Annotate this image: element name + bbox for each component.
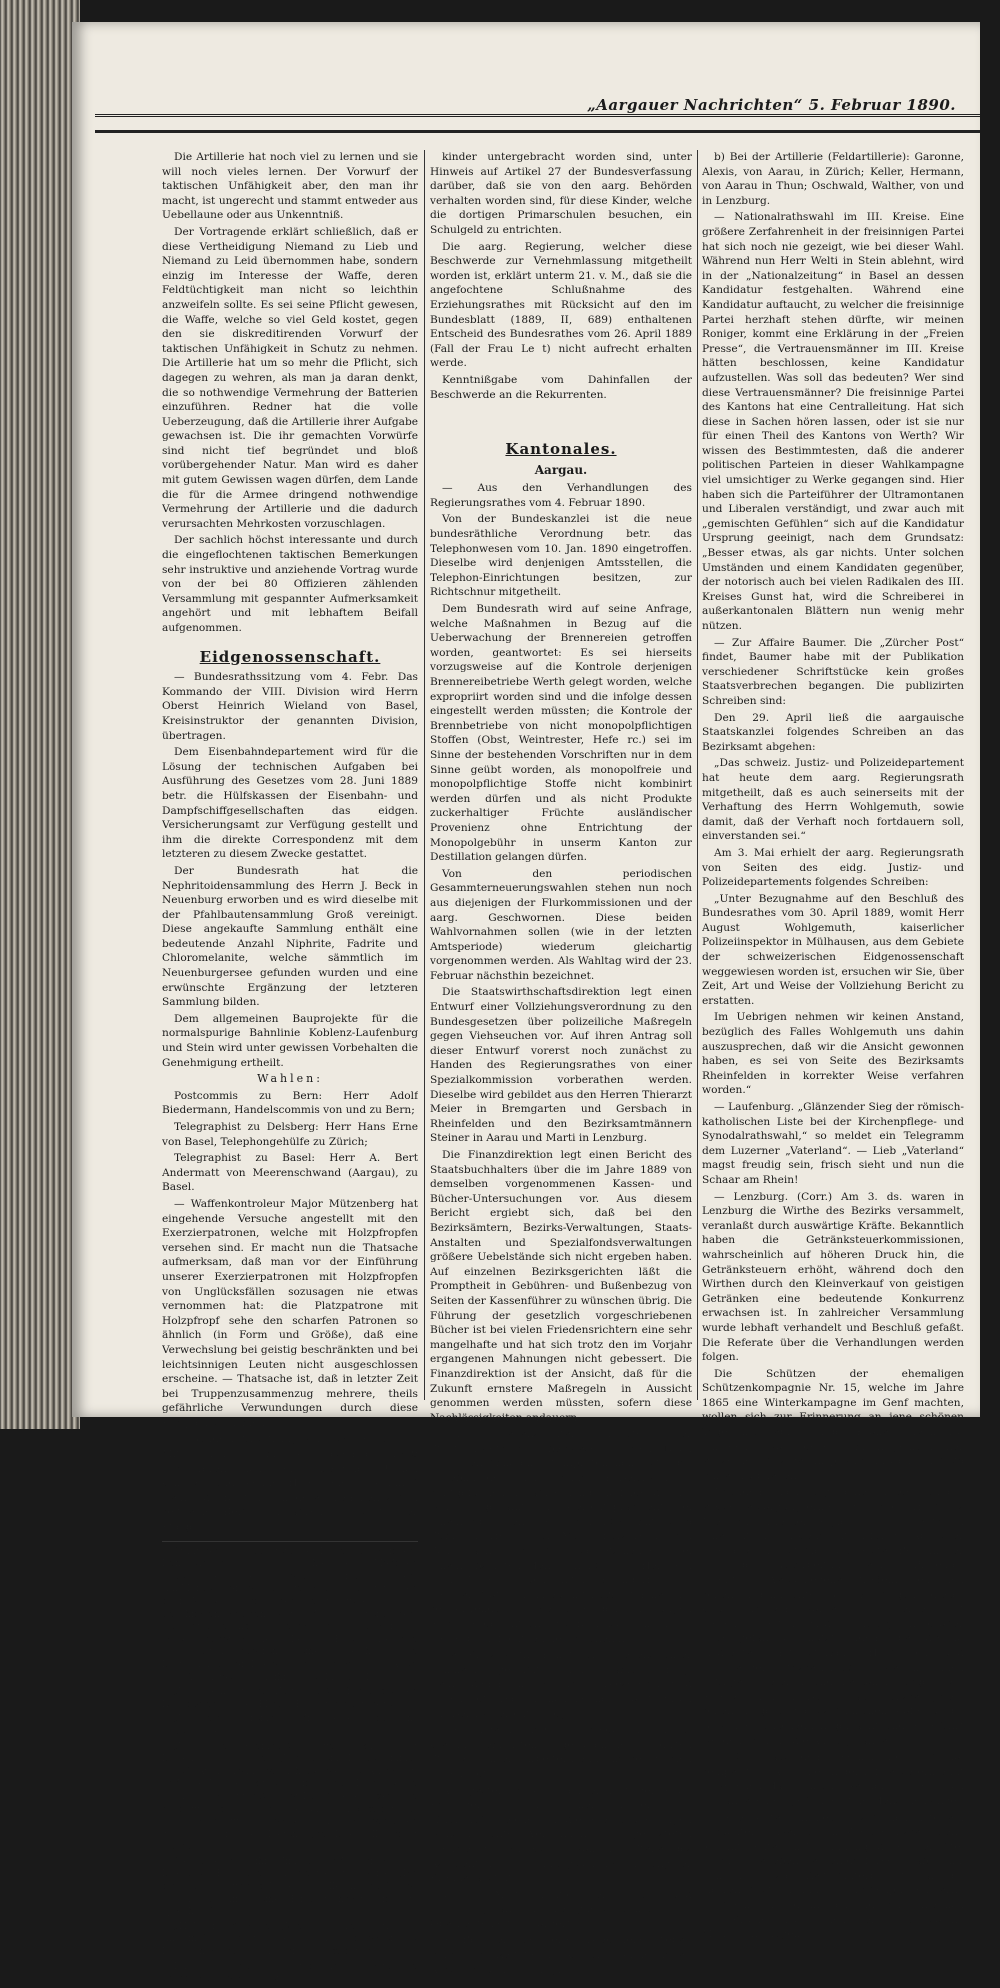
masthead-title: „Aargauer Nachrichten“ 5. Februar 1890. — [581, 96, 962, 114]
paragraph: Der Vortragende erklärt schließlich, daß er diese Vertheidigung Niemand zu Lieb und Niemand zu Leid übernommen habe, sondern einzig im Interesse der Waffe, deren Feldtüchtigkeit man nicht so leichthin anzweifeln sollte. Es sei seine Pflicht gewesen, die Waffe, welche so viel Geld kostet, gegen den sie diskreditirenden Vorwurf der taktischen Unfähigkeit in Schutz zu nehmen. Die Artillerie hat um so mehr die Pflicht, sich dagegen zu wehren, als man ja daran denkt, die so nothwendige Vermehrung der Batterien einzuführen. Redner hat die volle Ueberzeugung, daß die Artillerie ihrer Aufgabe gewachsen ist. Die ihr gemachten Vorwürfe sind nicht tief begründet und bloß vorübergehender Natur. Man wird es daher mit gutem Gewissen wagen dürfen, dem Lande die für die Armee dringend nothwendige Vermehrung der Artillerie und die dadurch verursachten Mehrkosten vorzuschlagen. — [162, 225, 418, 530]
feuilleton-paragraph: „Von einer Fremden, die gestern bei uns angekommen ist.“ — [162, 1713, 418, 1737]
section-heading-kantonales: Kantonales. — [505, 440, 617, 459]
paragraph: Von der Militärdirektion werden auf Grund der eingelangten Fähigkeitszeugnisse zu Oberlieutenants befördert: — [430, 1888, 692, 1930]
paragraph: — Bundesrathssitzung vom 28. Februar. h. Mit Eingabe vom 30. Dezember 1889 beschweren sich Jakob Dätwyler, Ulrich Christen und Samuel Hofer, alle in Sennhof, Gemeinde Brittnau, in deren Familien schon seit einer Reihe von Jahren sog. Kost- oder Pflege- — [162, 1433, 418, 1534]
column-1 — [162, 150, 418, 1988]
paragraph: — Laufenburg. „Glänzender Sieg der römisch-katholischen Liste bei der Kirchenpflege- und Synodalrathswahl,“ so meldet ein Telegramm dem Luzerner „Vaterland“. — Lieb „Vaterland“ magst freudig sein, frisch sieht und nun die Schaar am Rhein! — [702, 1101, 964, 1186]
paragraph: Am 3. Mai erhielt der aarg. Regierungsrath von Seiten des eidg. Justiz- und Polizeidepartements folgendes Schreiben: — [702, 846, 964, 889]
masthead-bottom-rule — [95, 130, 980, 133]
paragraph: Ein Friedensrichter mußte der Staatsanwaltschaft überwiesen werden. Nach den genehmigten Wahlprotokollen ist das Ergebniß der am 26. Januar im Bezirk Aarau stattgefundenen Wahlverhandlung folgendes: Es wurden gewählt, als Gerichtspräsident bei einem absoluten Mehr von 1483 mit 2775 Stimmen Herr Paul Müri, Fürsprech, von Schinznach; als Gerichtsersatzmänner bei einem absoluten Mehr von 1477 Hr. Hermann Gysi, Gr. R. in Buchs mit 2576 und Hr. Hans Läscher, Notar in Aarau mit 2096 Stimmen. Es sei Anwendung zu Aarau bei den Einladungen an's Obergericht und das Bezirksgericht Aarau die resp. Inpflichtnahme vorzunehmen. — [430, 1428, 692, 1645]
paragraph: — Corr. aus dem Seethal. Bonus homo, semper tiro! Auch die an der Influenza erkrankt gewesenen Männlein und Weiblein bleiben noch für längere Zeit gefügige Stille Menschenkinder. — [702, 1751, 964, 1807]
paragraph: Die Finanzdirektion legt einen Bericht des Staatsbuchhalters über die im Jahre 1889 von demselben vorgenommenen Kassen- und Bücher-Untersuchungen vor. Aus diesem Bericht ergiebt sich, daß bei den Bezirksämtern, Bezirks-Verwaltungen, Staats-Anstalten und Spezialfondsverwaltungen größere Uebelstände sich nicht ergeben haben. Auf einzelnen Bezirksgerichten läßt die Promptheit in Gebühren- und Bußenbezug von Seiten der Kassenführer zu wünschen übrig. Die Führung der gesetzlich vorgeschriebenen Bücher ist bei vielen Friedensrichtern eine sehr mangelhafte und hat sich trotz den im Vorjahr ergangenen Mahnungen nicht gebessert. Die Finanzdirektion ist der Ansicht, daß für die Zukunft ernstere Maßregeln in Aussicht genommen werden müssten, sofern diese Nachlässigkeiten andauern. — [430, 1149, 692, 1424]
paragraph: a) Bei der Cavallerie (Dragoner): Weber, Jakob, von Rettstal, in Aarburg; Aufdermauer, Alois, von und in Schwyz. — [430, 1934, 692, 1976]
paragraph: „Unter Bezugnahme auf den Beschluß des Bundesrathes vom 30. April 1889, womit Herr August Wohlgemuth, kaiserlicher Polizeiinspektor in Mülhausen, aus dem Gebiete der schweizerischen Eidgenossenschaft weggewiesen worden ist, ersuchen wir Sie, über Zeit, Art und Weise der Vollziehung Bericht zu erstatten. — [702, 892, 964, 1007]
paragraph: Von den periodischen Gesammterneuerungswahlen stehen nun noch aus diejenigen der Flurkommissionen und der aarg. Geschwornen. Diese beiden Wahlvornahmen sollen (wie in der letzten Amtsperiode) wiederum gleichartig vorgenommen werden. Als Wahltag wird der 23. Februar nächsthin bezeichnet. — [430, 867, 692, 982]
feuilleton-paragraph: Sie eilte auf ihr Zimmer und erbrach das Briefchen. Es enthielt nur die wenigen Worte: „Ich bin hier, in Gustavs Nähe; er solle mir helfen, so komm zu mir. Deine Elise wünscht Dich zu sprechen.“ — [162, 1855, 418, 1918]
paragraph: Dem allgemeinen Bauprojekte für die normalspurige Bahnlinie Koblenz-Laufenburg und Stein wird unter gewissen Vorbehalten die Genehmigung ertheilt. — [162, 1012, 418, 1069]
paragraph: Dem Bundesrath wird auf seine Anfrage, welche Maßnahmen in Bezug auf die Ueberwachung der Brennereien getroffen worden, geantwortet: Es sei hierseits vorzugsweise auf die Kontrole derjenigen Brennereibetriebe Werth gelegt worden, welche expropriirt worden sind und die infolge dessen eingestellt werden müssten; die Kontrole der Brennbetriebe von nicht monopolpflichtigen Stoffen (Obst, Weintrester, Hefe rc.) sei im Sinne der bestehenden Vorschriften nur in dem Sinne geübt worden, als monopolfreie und monopolpflichtige Stoffe nicht kombinirt werden dürfen und als nicht Produkte zuckerhaltiger Früchte ausländischer Provenienz ohne Entrichtung der Monopolgebühr in unserm Kanton zur Destillation gelangen dürfen. — [430, 603, 692, 864]
paragraph: Telegraphist zu Delsberg: Herr Hans Erne von Basel, Telephongehülfe zu Zürich; — [162, 1121, 418, 1148]
masthead — [95, 92, 980, 132]
column-2 — [430, 150, 692, 1979]
column-divider-2 — [697, 150, 698, 1400]
paragraph: Der Kreis Veltheim hat zum Friedensrichter nunmehr gewählt: Hrn. Samuel Frey, Gemeindammann in Auenstein. Diese Wahl wird genehmigt. Die Inpflichtnahme erfolgt durch das Bezirksgericht Brugg. — [430, 1649, 692, 1720]
columns — [162, 150, 974, 1985]
masthead-double-rule — [95, 114, 980, 117]
paragraph: Die Schützen der ehemaligen Schützenkompagnie Nr. 15, welche im Jahre 1865 eine Winterkampagne im Genf machten, wollen sich zur Erinnerung an jene schönen Tage am 9. Februar in der „Krone“ in Lenzburg ein Rendez-vous geben, um in gemüthlicher Weise des Tags der Inspektion in Genf nach 25 Jahren zu pflegen. — [702, 1367, 964, 1482]
paragraph: Im Uebrigen nehmen wir keinen Anstand, bezüglich des Falles Wohlgemuth uns dahin auszusprechen, daß wir die Ansicht gewonnen haben, es sei von Seite des Bezirksamts Rheinfelden in korrekter Weise verfahren worden.“ — [702, 1011, 964, 1097]
subheading-aargau: Aargau. — [534, 462, 588, 477]
paragraph: Auf gestelltes Ansuchen ertheilt der Reg.-Rath dem Herrn L. Widmer von Herrendorf (Thurgau), welcher in die Praxis übertragen wünscht, unter Verdankung der geleisteten Dienste die Entlassung von der Stelle des Assistenten an der chirurgischen Abtheilung der Krankenanstalt. — [430, 1784, 692, 1885]
paragraph: Der Bundesrath hat die Nephritoidensammlung des Herrn J. Beck in Neuenburg erworben und es wird dieselbe mit der Pfahlbautensammlung Groß vereinigt. Diese angekaufte Sammlung enthält eine bedeutende Anzahl Niphrite, Fadrite und Chloromelanite, welche sämmtlich im Neuenburgersee gefunden wurden und eine erwünschte Ergänzung der letzteren Sammlung bilden. — [162, 864, 418, 1009]
paragraph: Die aarg. Regierung, welcher diese Beschwerde zur Vernehmlassung mitgetheilt worden ist, erklärt unterm 21. v. M., daß sie die angefochtene Schlußnahme des Erziehungsrathes mit Rücksicht auf den im Bundesblatt (1889, II, 689) enthaltenen Entscheid des Bundesrathes vom 26. April 1889 (Fall der Frau Le t) nicht aufrecht erhalten werde. — [430, 240, 692, 370]
paragraph: Den 29. April ließ die aargauische Staatskanzlei folgendes Schreiben an das Bezirksamt abgehen: — [702, 711, 964, 753]
column-divider-1 — [424, 150, 425, 1400]
paragraph: Die Artillerie hat noch viel zu lernen und sie will noch vieles lernen. Der Vorwurf der taktischen Unfähigkeit aber, den man ihr macht, ist ungerecht und stammt entweder aus Uebellaune oder aus Unkenntniß. — [162, 151, 418, 222]
paragraph: — Aus den Verhandlungen des Regierungsrathes vom 4. Februar 1890. — [430, 482, 692, 509]
paragraph: Die von der Firma Gebr. Honegger, Kölliker u. Cie. in Bremgarten vorgelegten neu revidirten Statuten ihrer Arbeiterkrankenkasse werden genehmigt. — [430, 1724, 692, 1780]
paragraph: Telegraphist zu Basel: Herr A. Bert Andermatt von Meerenschwand (Aargau), zu Basel. — [162, 1152, 418, 1194]
feuilleton-paragraph: „Von wem ist das Zettelchen?“ fragte sie den Lohnbedienten, der Elisens Brief gebracht hatte. — [162, 1686, 418, 1710]
feuilleton — [162, 1546, 418, 1986]
paragraph: — Nationalrathswahl im III. Kreise. Eine größere Zerfahrenheit in der freisinnigen Partei hat sich noch nie gezeigt, wie bei dieser Wahl. Während nun Herr Welti in Stein ablehnt, wird in der „Nationalzeitung“ in Basel an dessen Kandidatur festgehalten. Während eine Kandidatur auftaucht, zu welcher die freisinnige Partei herzhaft stehen dürfte, wir meinen Roniger, kommt eine Erklärung in der „Freien Presse“, die Vertrauensmänner im III. Kreise hätten beschlossen, keine Kandidatur aufzustellen. Was soll das bedeuten? Wer sind diese Vertrauensmänner? Die freisinnige Partei des Kantons hat eine Centralleitung. Hat sich diese in Sachen hören lassen, oder ist sie nur für einen Theil des Kantons von Werth? Wir wissen des Bestimmtesten, daß die anderer politischen Parteien in dieser Wahlkampagne viel umsichtiger zu Werke gegangen sind. Hier haben sich die Parteiführer der Ultramontanen und Liberalen verständigt, und zwar auch mit „gemischten Gefühlen“ sich auf die Kandidatur Ursprung geeinigt, nach dem Grundsatz: „Besser etwas, als gar nichts. Unter solchen Umständen und einem Kandidaten gegenüber, der notorisch auch bei vielen Radikalen des III. Kreises Gunst hat, wird die Schreiberei in außerkantonalen Blättern nun wenig mehr nützen. — [702, 211, 964, 632]
paragraph: — Zur Affaire Baumer. Die „Zürcher Post“ findet, Baumer habe mit der Publikation verschiedener Schriftstücke kein großes Staatsverbrechen begangen. Die publizirten Schreiben sind: — [702, 636, 964, 707]
paragraph: Diese Sorte von Leuten scheinen dato ein gesuchter Artikel zu sein. Wie Sie wissen, stehe ich mit Leuten in Verbindung, denen der Titel „Orakel“ gegeben werden darf. Diese haben mir nun in jüngster Zeit hinterbracht, daß die Herren Geistlichen in den Kirchenpflegen gerne in ihrem Sinne dominiren und bann anläßlich der Kirchenpflegewahlen gerne auf solche Männer ihr Augen- — [702, 1811, 964, 1941]
feuilleton-paragraph: „Ha!“ rief Karoline. „Wie zur Unzeit! Jetzt, wo Alles in Ordnung ist, sollte mein Plan noch scheitern? Es darf nicht sein; er darf sie nicht selbst sprechen.“ — [162, 1920, 418, 1958]
section-heading-eidgenossenschaft: Eidgenossenschaft. — [199, 647, 381, 666]
paragraph: — Waffenkontroleur Major Mützenberg hat eingehende Versuche angestellt mit den Exerzierpatronen, welche mit Holzpfropfen versehen sind. Er macht nun die Thatsache aufmerksam, daß man vor der Einführung unserer Exerzierpatronen mit Holzpfropfen von Unglücksfällen sozusagen nie etwas vernommen hat: die Platzpatrone mit Holzpfropf sehe den scharfen Patronen so ähnlich (in Form und Größe), daß eine Verwechslung bei geistig beschränkten und bei leichtsinnigen Leuten nicht ausgeschlossen erscheine. — Thatsache ist, daß in letzter Zeit bei Truppenzusammenzug mehrere, theils gefährliche Verwundungen durch diese Pfropfen vorkamen. — [162, 1197, 418, 1429]
feuilleton-rule — [162, 1541, 418, 1542]
paragraph: Kenntnißgabe vom Dahinfallen der Beschwerde an die Rekurrenten. — [430, 373, 692, 401]
feuilleton-paragraph: Rasch warf sie ein Halstuch über, steckte eine Geldbörse zu sich und eilte fort. — [162, 1960, 418, 1985]
paragraph: Dem Eisenbahndepartement wird für die Lösung der technischen Aufgaben bei Ausführung des Gesetzes vom 28. Juni 1889 betr. die Hülfskassen der Eisenbahn- und Dampfschiffgesellschaften das eidgen. Versicherungsamt zur Verfügung gestellt und ihm die direkte Correspondenz mit dem letzteren zu diesem Zwecke gestattet. — [162, 746, 418, 861]
subheading-wahlen: Wahlen: — [257, 1072, 323, 1086]
paragraph: — Bundesrathssitzung vom 4. Febr. Das Kommando der VIII. Division wird Herrn Oberst Heinrich Wieland von Basel, Kreisinstruktor der genannten Division, übertragen. — [162, 671, 418, 742]
paragraph: Von der Bundeskanzlei ist die neue bundesräthliche Verordnung betr. das Telephonwesen vom 10. Jan. 1890 eingetroffen. Dieselbe wird denjenigen Amtsstellen, die Telephon-Einrichtungen besitzen, zur Richtschnur mitgetheilt. — [430, 513, 692, 599]
paragraph: „Das schweiz. Justiz- und Polizeidepartement hat heute dem aarg. Regierungsrath mitgetheilt, daß es auch seinerseits mit der Verhaftung des Herrn Wohlgemuth, sowie damit, daß der Verhaft noch fortdauern soll, einverstanden sei.“ — [702, 757, 964, 843]
column-3 — [702, 150, 964, 1944]
paragraph: Die Staatswirthschaftsdirektion legt einen Entwurf einer Vollziehungsverordnung zu den Bundesgesetzen über polizeiliche Maßregeln gegen Viehseuchen vor. Auf ihren Antrag soll dieser Entwurf vorerst noch zunächst zu Handen des Regierungsrathes von einer Spezialkommission vorberathen werden. Dieselbe wird gebildet aus den Herren Thierarzt Meier in Bremgarten und Gersbach in Rheinfelden und den Bezirksamtmännern Steiner in Aarau und Marti in Lenzburg. — [430, 986, 692, 1145]
paragraph: Postcommis zu Bern: Herr Adolf Biedermann, Handelscommis von und zu Bern; — [162, 1089, 418, 1117]
paragraph: Der sachlich höchst interessante und durch die eingeflochtenen taktischen Bemerkungen sehr instruktive und anziehende Vortrag wurde von der bei 80 Offizieren zählenden Versammlung mit gespannter Aufmerksamkeit angehört und mit lebhaftem Beifall aufgenommen. — [162, 534, 418, 634]
paragraph: b) Bei der Artillerie (Feldartillerie): Garonne, Alexis, von Aarau, in Zürich; Keller, Hermann, von Aarau in Thun; Oschwald, Walther, von und in Lenzburg. — [702, 151, 964, 207]
book-spine-edge — [0, 0, 80, 1429]
paragraph: Nachdem Lenzburg eine ausgezeichnete Wasserversorgung erhielt, die sowohl Hoch- als Niederdruckwasser abgiebt, wird bereits an einer rationellen Canalisation für die Abwässer gearbeitet. Es ist hier Baumeister Berschinger mit der Ausarbeitung eines Projektes beauftragt. Verschiedene Straßenkorrektionen sollen alsdann unter Berücksichtigung dieses Coulissensystems vorgenommen werden. Mit diesen Arbeiten wird Lenzburg in großer Feuersgefahr geschützt, indem über dreißig Hydranten mit starkem Hochdruck und genügendem Wasserzufluß, sowie mit allen nöthigen Material und Personal ausgerüstet, arbeiten können. Durch das Coulissensystem sollen die gesundheitsschädlichen Stoffe für die Bewohner unschädlich gemacht und abgeführt werden, ohne in die Aa zu gelangen. — [702, 1486, 964, 1747]
feuilleton-paragraph: „Von einer Fremden?“ sagte Karoline, mit Befremden im Tone. „Von einem Frauenzimmer also?“ Aufmerksam betrachtete sie die Aufschrift, und ihre Wangen rötheten sich höher. Erkannte sie wohl die Schriftzüge? Es ist kein Zweifel“, sagte sie halblaut, „es ist von ihr. Die Närrin muß selbst hier sein. Schon gut!“ herrschte sie den Lohnbedienten zu, ihm ein Trinkgeld bietend, „der Brief soll besorgt werden.“ — [162, 1740, 418, 1853]
paragraph: kinder untergebracht worden sind, unter Hinweis auf Artikel 27 der Bundesverfassung darüber, daß sie von den aarg. Behörden verhalten worden sind, für diese Kinder, welche die dortigen Primarschulen besuchen, ein Schulgeld zu entrichten. — [430, 151, 692, 236]
feuilleton-paragraph: Stadt; aber sie leuchtete hier keinem Glücklichen. Den Abend zuvor war hier ein Mädchen angekommen, indem wir sogleich Elisen erkennen. Am Morgen war es ihre erste Sorge, an Gustav einen paar Worte zu schreiben. Jetzt wußte sich ihr Geschick entscheiden. Wo von den Eltern vertrieben, wen hatte sie, als ihn? Sie schrieb ihm nur kurz. Er sollte ja selbst kommen! Aber ihre Briefe waren alle im Unglück geboren; keiner erreichte seine Bestimmung. Karoline sollte dafür sorgen, daß Alles, was für Gustav ankam, ihr in die Hände fiel. — [162, 1545, 418, 1683]
paragraph: — Lenzburg. (Corr.) Am 3. ds. waren in Lenzburg die Wirthe des Bezirks versammelt, veranlaßt durch auswärtige Kräfte. Bekanntlich haben die Getränksteuerkommissionen, wahrscheinlich auf höheren Druck hin, die Getränksteuern erhöht, während doch den Wirthen durch den Kleinverkauf von geistigen Getränken eine bedeutende Konkurrenz erwachsen ist. In zahlreicher Versammlung wurde lebhaft verhandelt und Beschluß gefaßt. Die Referate über die Verhandlungen werden folgen. — [702, 1190, 964, 1364]
